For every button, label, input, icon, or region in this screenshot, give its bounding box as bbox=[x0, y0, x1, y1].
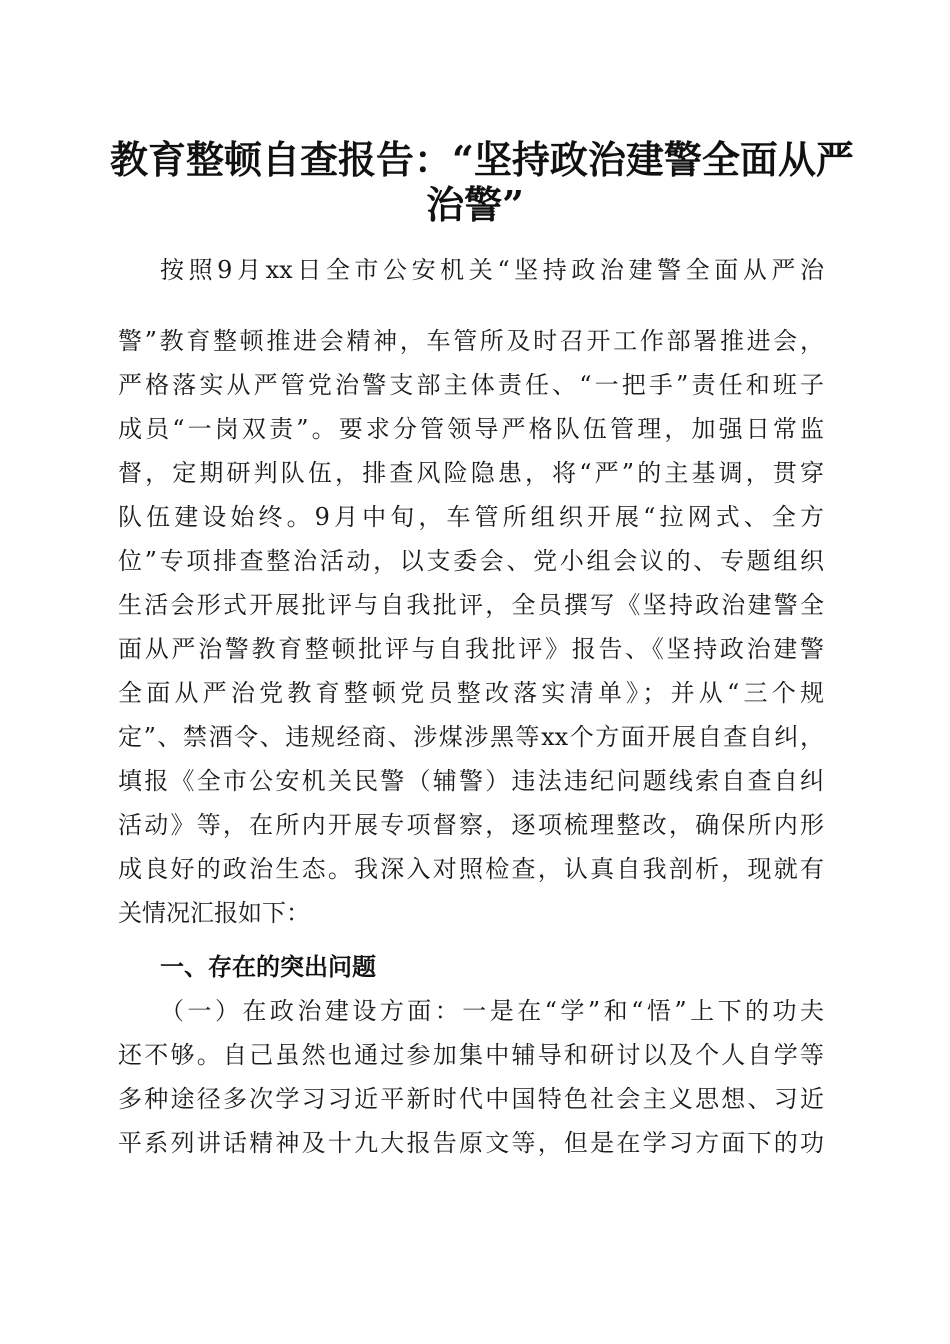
paragraph-1-line: 定”、禁酒令、违规经商、涉煤涉黑等xx个方面开展自查自纠， bbox=[118, 723, 824, 751]
paragraph-1-line: 督，定期研判队伍，排查风险隐患，将“严”的主基调，贯穿 bbox=[118, 459, 824, 487]
paragraph-2-line: （一）在政治建设方面：一是在“学”和“悟”上下的功夫 bbox=[160, 997, 824, 1025]
paragraph-1-line: 面从严治警教育整顿批评与自我批评》报告、《坚持政治建警 bbox=[118, 635, 824, 663]
paragraph-1-line: 关情况汇报如下： bbox=[118, 899, 310, 927]
section-heading: 一、存在的突出问题 bbox=[160, 953, 376, 981]
paragraph-1-line: 严格落实从严管党治警支部主体责任、“一把手”责任和班子 bbox=[118, 371, 824, 399]
paragraph-1-line: 按照9月xx日全市公安机关“坚持政治建警全面从严治 bbox=[160, 256, 824, 284]
paragraph-1-line: 活动》等，在所内开展专项督察，逐项梳理整改，确保所内形 bbox=[118, 811, 824, 839]
document-title-line-2: 治警” bbox=[426, 182, 524, 227]
paragraph-1-line: 全面从严治党教育整顿党员整改落实清单》；并从“三个规 bbox=[118, 679, 824, 707]
paragraph-1-line: 警”教育整顿推进会精神，车管所及时召开工作部署推进会， bbox=[118, 327, 824, 355]
paragraph-1-line: 成良好的政治生态。我深入对照检查，认真自我剖析，现就有 bbox=[118, 855, 824, 883]
paragraph-1-line: 成员“一岗双责”。要求分管领导严格队伍管理，加强日常监 bbox=[118, 415, 824, 443]
paragraph-1-line: 队伍建设始终。9月中旬，车管所组织开展“拉网式、全方 bbox=[118, 503, 824, 531]
paragraph-1-line: 生活会形式开展批评与自我批评，全员撰写《坚持政治建警全 bbox=[118, 591, 824, 619]
paragraph-2-line: 多种途径多次学习习近平新时代中国特色社会主义思想、习近 bbox=[118, 1085, 824, 1113]
paragraph-1-line: 位”专项排查整治活动，以支委会、党小组会议的、专题组织 bbox=[118, 547, 824, 575]
document-title-line-1: 教育整顿自查报告：“坚持政治建警全面从严 bbox=[110, 137, 854, 182]
paragraph-2-line: 平系列讲话精神及十九大报告原文等，但是在学习方面下的功 bbox=[118, 1129, 824, 1157]
paragraph-1-line: 填报《全市公安机关民警（辅警）违法违纪问题线索自查自纠 bbox=[118, 767, 824, 795]
paragraph-2-line: 还不够。自己虽然也通过参加集中辅导和研讨以及个人自学等 bbox=[118, 1041, 824, 1069]
